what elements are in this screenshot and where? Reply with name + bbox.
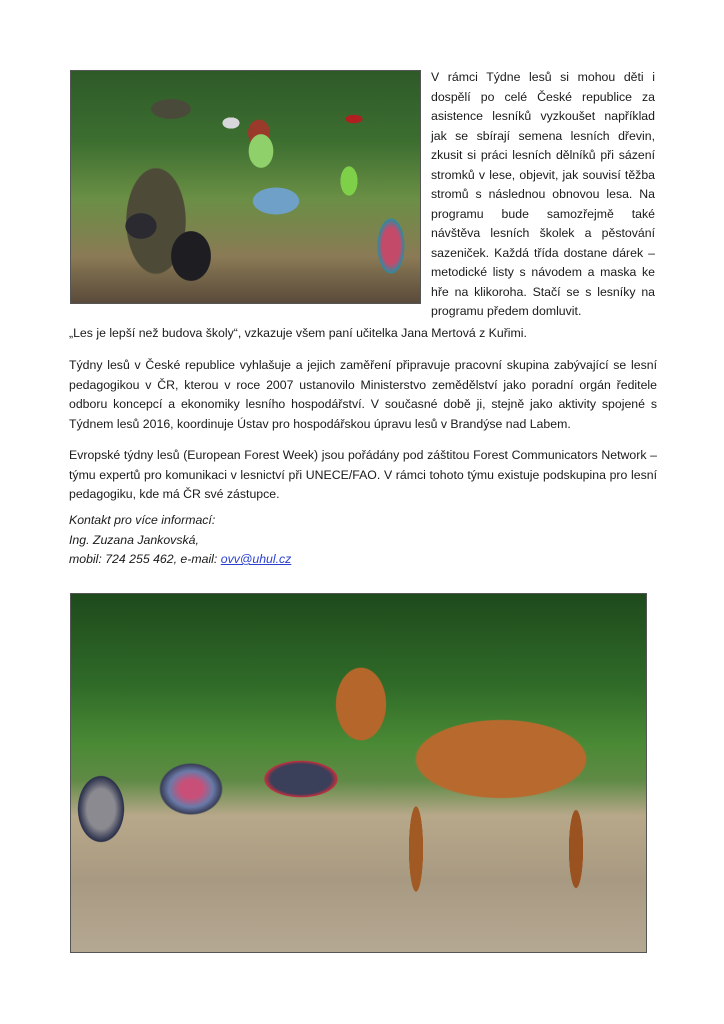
- quote-paragraph: „Les je lepší než budova školy“, vzkazuje všem paní učitelka Jana Mertová z Kuřimi.: [69, 326, 527, 340]
- european-forest-week-paragraph: Evropské týdny lesů (European Forest Week) jsou pořádány pod záštitou Forest Communicators Network – týmu expertů pro komunikaci v lesnictví při UNECE/FAO. V rámci tohoto týmu existuje podskupina pro lesní pedagogiku, kde má ČR své zástupce.: [69, 448, 657, 501]
- photo-forester-with-children: [70, 70, 421, 304]
- contact-details: [69, 550, 369, 570]
- forest-week-organization-paragraph: Týdny lesů v České republice vyhlašuje a jejich zaměření připravuje pracovní skupina zabývající se lesní pedagogikou v ČR, kterou v roce 2007 ustanovilo Ministerstvo zemědělství jako poradní orgán ředitele odboru koncepcí a ekonomiky lesního hospodářství. V současné době ji, stejně jako aktivity spojené s Týdnem lesů 2016, koordinuje Ústav pro hospodářskou úpravu lesů v Brandýse nad Labem.: [69, 358, 657, 431]
- contact-block: [69, 511, 369, 570]
- contact-heading: Kontakt pro více informací:: [69, 513, 216, 527]
- contact-mobile: mobil: 724 255 462, e-mail:: [69, 552, 221, 566]
- intro-paragraph: V rámci Týdne lesů si mohou děti i dospělí po celé České republice za asistence lesníků vyzkoušet například jak se sbírají semena lesních dřevin, zkusit si práci lesních dělníků při sázení stromků v lese, objevit, jak souvisí těžba stromů s následnou obnovou lesa. Na programu bude samozřejmě také návštěva lesních školek a pěstování sazeniček. Každá třída dostane dárek – metodické listy s návodem a maska ke hře na klikoroha. Stačí se s lesníky na programu předem domluvit.: [431, 70, 655, 318]
- contact-email-link[interactable]: ovv@uhul.cz: [220, 552, 292, 566]
- photo-children-with-draft-horse: [70, 593, 647, 953]
- contact-name: Ing. Zuzana Jankovská,: [69, 532, 199, 547]
